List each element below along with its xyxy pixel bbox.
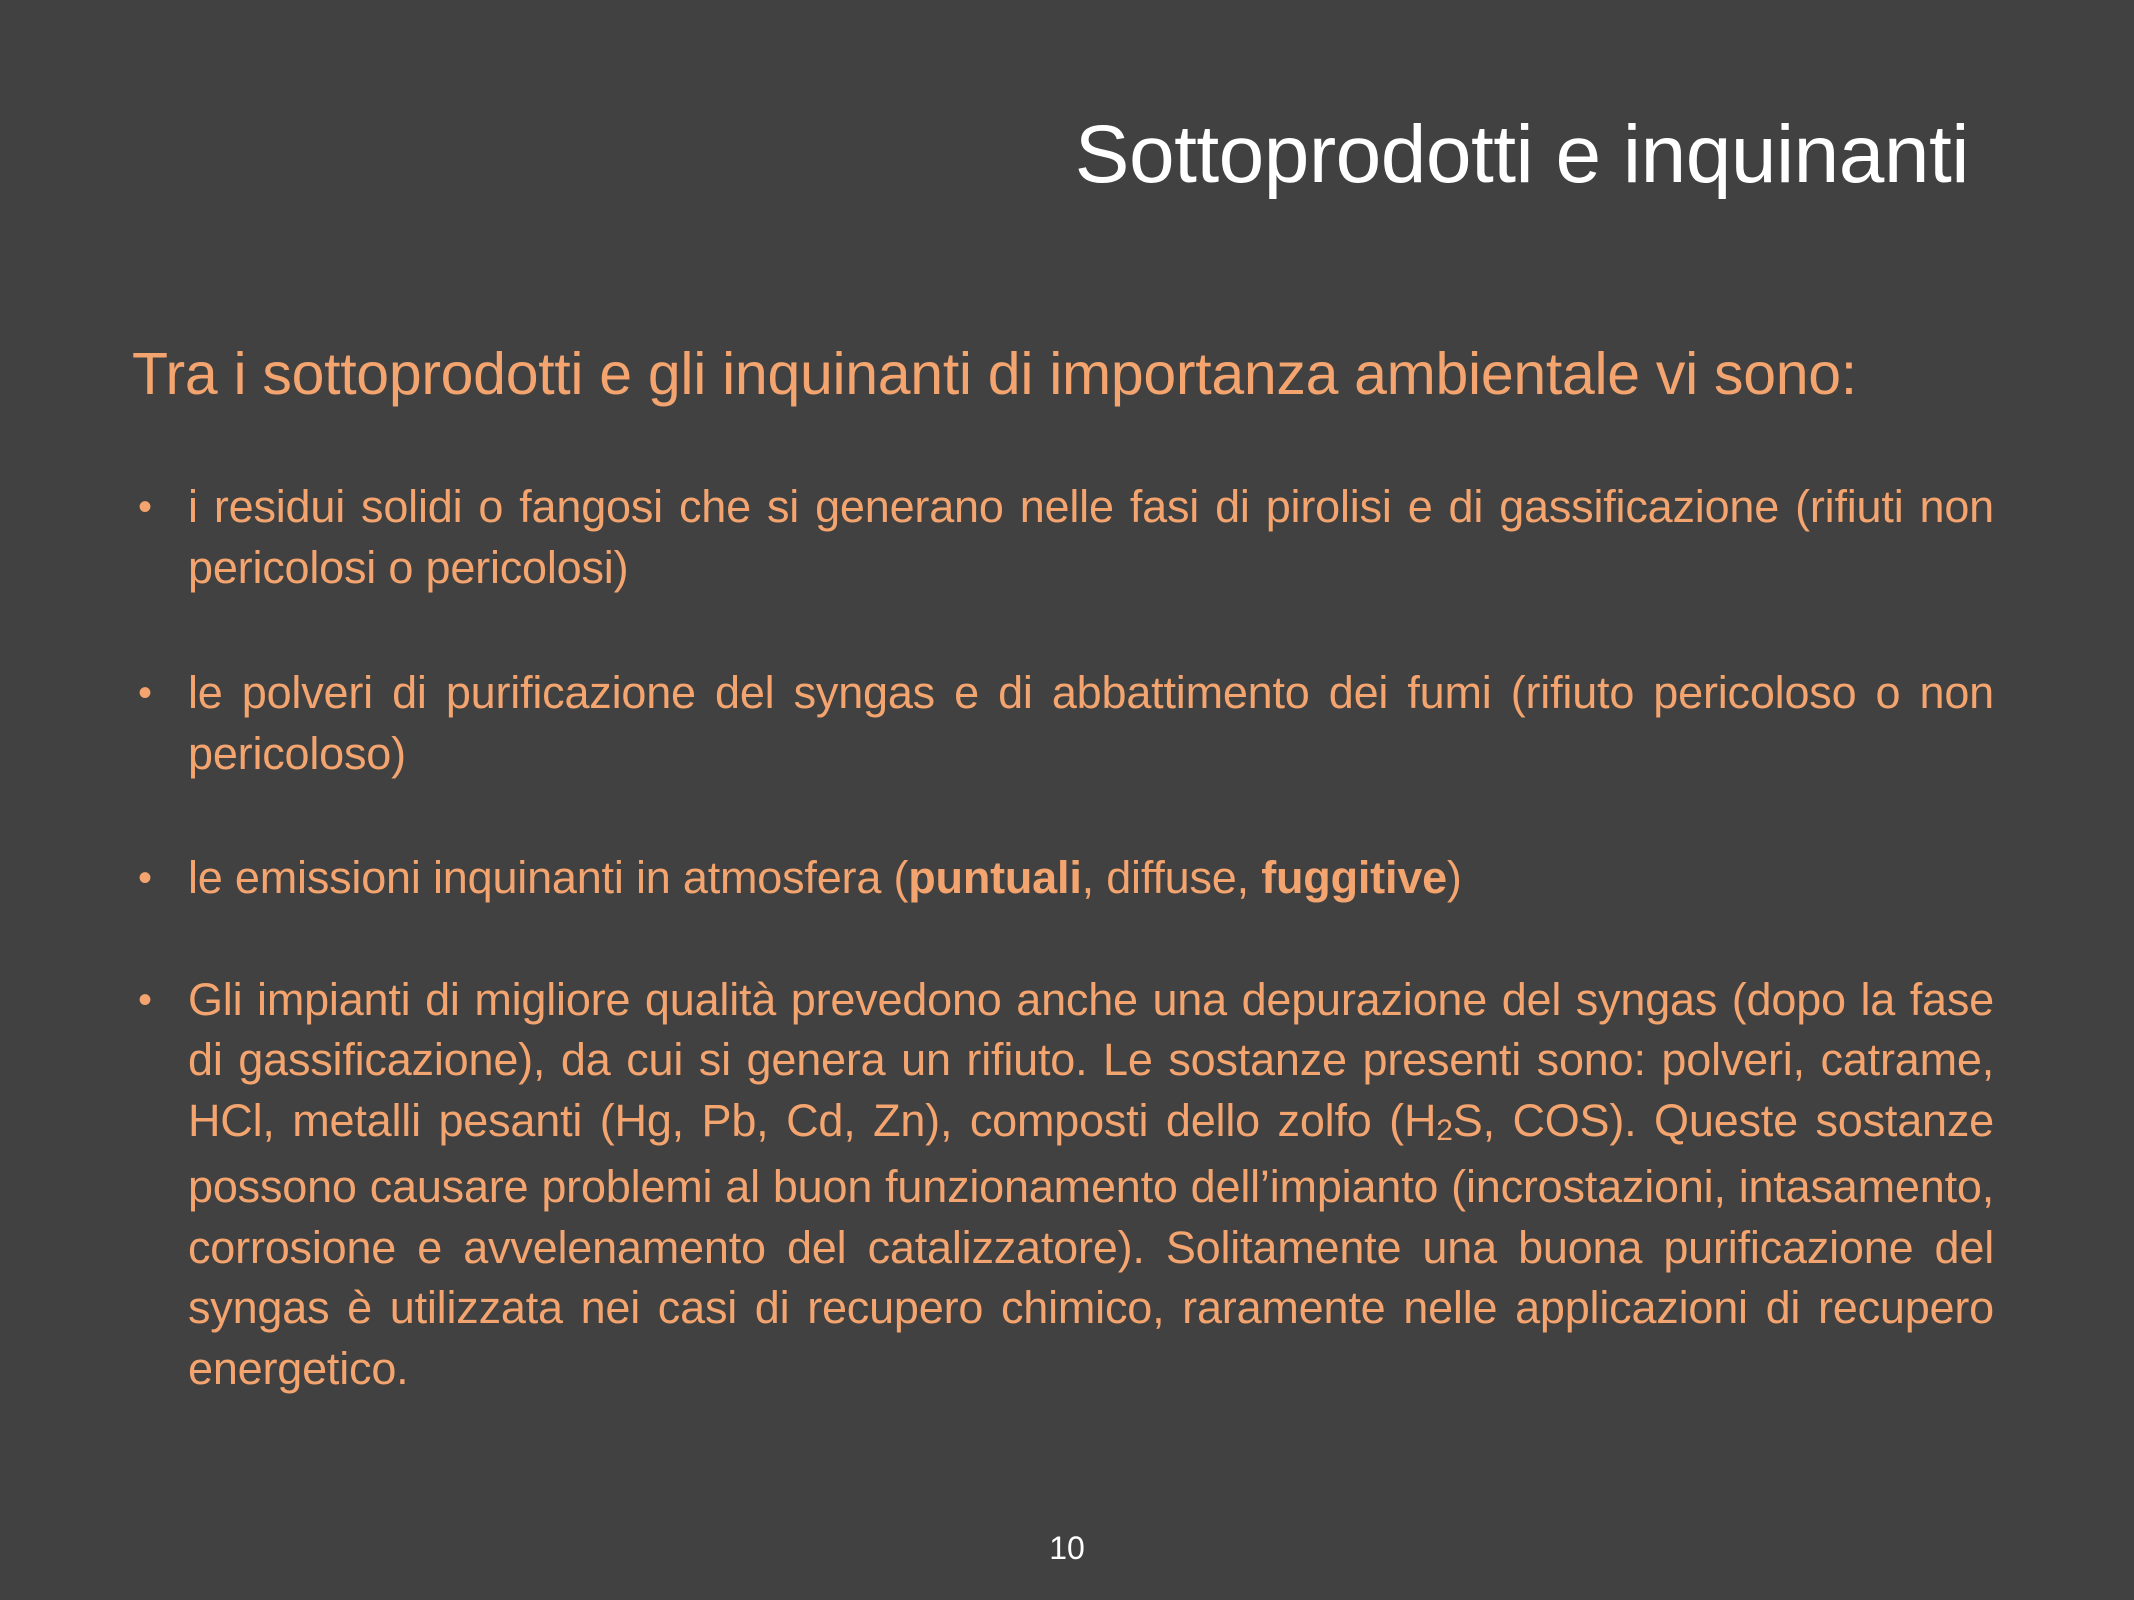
bullet-text bbox=[188, 852, 1462, 903]
subscript: 2 bbox=[1436, 1113, 1453, 1147]
bullet-text-part: S, COS). Queste sostanze possono causare problemi al buon funzionamento dell’impianto (incrostazioni, intasamento, corrosione e avvelenamento del catalizzatore). Solitamente una buona purificazione del syngas è utilizzata nei casi di recupero chimico, raramente nelle applicazioni di recupero energetico. bbox=[188, 1094, 1994, 1394]
bullet-text: le polveri di purificazione del syngas e di abbattimento dei fumi (rifiuto pericoloso o non pericoloso) bbox=[188, 667, 1994, 779]
bullet-dot-icon: • bbox=[138, 485, 152, 529]
bold-term-puntuali: puntuali bbox=[908, 852, 1082, 903]
bullet-text-part: Gli impianti di migliore qualità prevedono anche una depurazione del syngas (dopo la fase di gassificazione), da cui si genera un rifiuto. Le sostanze presenti sono: polveri, catrame, HCl, metalli pesanti (Hg, Pb, Cd, Zn), composti dello zolfo (H bbox=[188, 973, 1994, 1146]
bullet-text-part: ) bbox=[1446, 852, 1462, 903]
bullet-dot-icon: • bbox=[138, 671, 152, 715]
bold-term-fuggitive: fuggitive bbox=[1261, 852, 1447, 903]
bullet-item-polveri bbox=[132, 663, 1994, 784]
bullet-text-part: le emissioni inquinanti in atmosfera ( bbox=[188, 852, 909, 903]
bullet-item-residui bbox=[132, 477, 1994, 598]
page-number: 10 bbox=[1049, 1530, 1085, 1566]
bullet-list bbox=[132, 477, 1994, 1399]
bullet-text-part: , diffuse, bbox=[1081, 852, 1262, 903]
slide-title: Sottoprodotti e inquinanti bbox=[1074, 109, 1969, 200]
slide-intro: Tra i sottoprodotti e gli inquinanti di importanza ambientale vi sono: bbox=[132, 341, 1857, 407]
bullet-text: i residui solidi o fangosi che si generano nelle fasi di pirolisi e di gassificazione (rifiuti non pericolosi o pericolosi) bbox=[188, 481, 1994, 593]
bullet-item-emissioni bbox=[132, 848, 1994, 909]
bullet-dot-icon: • bbox=[138, 856, 152, 900]
bullet-text bbox=[188, 974, 1994, 1394]
bullet-item-impianti bbox=[132, 970, 1994, 1400]
bullet-dot-icon: • bbox=[138, 977, 152, 1022]
